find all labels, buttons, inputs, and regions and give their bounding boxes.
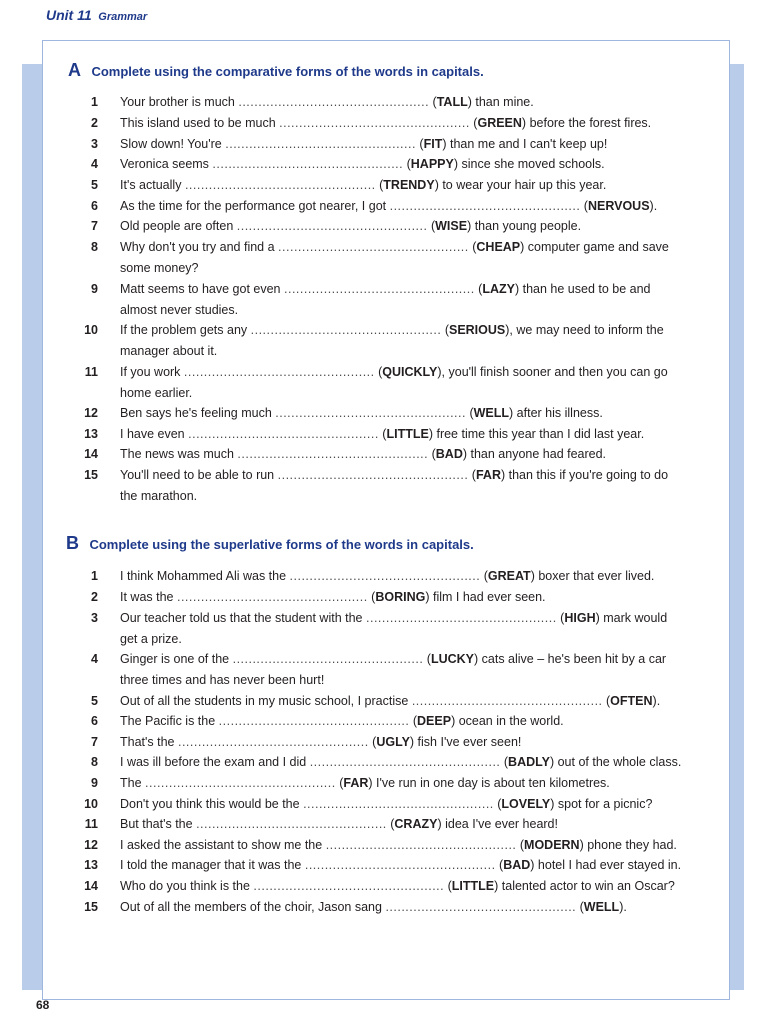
sentence-end: film I had ever seen.: [432, 590, 546, 604]
answer-blank[interactable]: ................................................: [275, 406, 466, 420]
capital-word-cue: LITTLE: [451, 879, 495, 893]
answer-blank[interactable]: ................................................: [177, 735, 369, 749]
capital-word-cue: HAPPY: [410, 157, 454, 171]
item-sentence: If you work ................................................ (QUICKLY), you'll finish sooner and then you can go home earlier.: [120, 365, 668, 400]
sentence-start: Veronica seems: [120, 157, 209, 171]
item-number: 12: [84, 406, 98, 420]
section-b-title: [66, 533, 474, 554]
item-sentence: I think Mohammed Ali was the ................................................ (GREAT) boxer that ever lived.: [120, 569, 655, 583]
unit-label: Unit 11: [46, 7, 92, 23]
page-number: 68: [36, 998, 50, 1012]
sentence-end: idea I've ever heard!: [445, 817, 558, 831]
unit-header: [46, 7, 147, 23]
answer-blank[interactable]: ................................................: [145, 776, 336, 790]
sentence-end: I've run in one day is about ten kilometres.: [376, 776, 610, 790]
sentence-start: Out of all the members of the choir, Jason sang: [120, 900, 382, 914]
sentence-end: , we may need to inform the manager about it.: [120, 323, 664, 358]
answer-blank[interactable]: ................................................: [196, 817, 387, 831]
item-sentence: The ................................................ (FAR) I've run in one day is about ten kilometres.: [120, 776, 610, 790]
sentence-start: But that's the: [120, 817, 193, 831]
capital-word-cue: HIGH: [564, 611, 596, 625]
sentence-start: It was the: [120, 590, 174, 604]
item-number: 4: [91, 157, 98, 171]
item-number: 3: [91, 137, 98, 151]
item-sentence: Ben says he's feeling much ................................................ (WELL) after his illness.: [120, 406, 603, 420]
answer-blank[interactable]: ................................................: [253, 879, 445, 893]
capital-word-cue: BADLY: [508, 755, 550, 769]
answer-blank[interactable]: ................................................: [411, 694, 603, 708]
sentence-start: I was ill before the exam and I did: [120, 755, 307, 769]
answer-blank[interactable]: ................................................: [237, 447, 429, 461]
item-number: 15: [84, 468, 98, 482]
item-number: 7: [91, 735, 98, 749]
sentence-end: since she moved schools.: [461, 157, 605, 171]
sentence-start: I have even: [120, 427, 185, 441]
item-number: 9: [91, 776, 98, 790]
item-number: 8: [91, 755, 98, 769]
item-sentence: It was the ................................................ (BORING) film I had ever seen.: [120, 590, 546, 604]
sentence-start: If you work: [120, 365, 181, 379]
answer-blank[interactable]: ................................................: [188, 427, 379, 441]
sentence-end: than this if you're going to do the marathon.: [120, 468, 669, 503]
sentence-end: out of the whole class.: [557, 755, 682, 769]
capital-word-cue: WELL: [473, 406, 510, 420]
sentence-end: than young people.: [474, 219, 582, 233]
sentence-end: before the forest fires.: [529, 116, 652, 130]
answer-blank[interactable]: ................................................: [250, 323, 442, 337]
section-a-letter: A: [68, 60, 81, 80]
sentence-end: to wear your hair up this year.: [442, 178, 607, 192]
item-number: 6: [91, 199, 98, 213]
capital-word-cue: OFTEN: [610, 694, 653, 708]
sentence-start: You'll need to be able to run: [120, 468, 275, 482]
sentence-end: .: [656, 694, 661, 708]
section-b-letter: B: [66, 533, 79, 553]
item-sentence: I was ill before the exam and I did ................................................ (BADLY) out of the whole class.: [120, 755, 682, 769]
sentence-start: Slow down! You're: [120, 137, 222, 151]
sentence-end: than he used to be and almost never studies.: [120, 282, 651, 317]
sentence-end: computer game and save some money?: [120, 240, 669, 275]
item-sentence: Slow down! You're ................................................ (FIT) than me and I can't keep up!: [120, 137, 608, 151]
capital-word-cue: TALL: [436, 95, 468, 109]
sentence-end: , you'll finish sooner and then you can go home earlier.: [120, 365, 668, 400]
answer-blank[interactable]: ................................................: [366, 611, 557, 625]
capital-word-cue: GREAT: [487, 569, 531, 583]
answer-blank[interactable]: ................................................: [303, 797, 494, 811]
capital-word-cue: CHEAP: [476, 240, 521, 254]
capital-word-cue: LUCKY: [430, 652, 474, 666]
item-sentence: Why don't you try and find a ................................................ (CHEAP) computer game and save some money?: [120, 240, 669, 275]
item-number: 9: [91, 282, 98, 296]
sentence-start: As the time for the performance got nearer, I got: [120, 199, 387, 213]
item-number: 13: [84, 858, 98, 872]
sentence-end: .: [653, 199, 658, 213]
capital-word-cue: FAR: [343, 776, 369, 790]
capital-word-cue: CRAZY: [394, 817, 438, 831]
answer-blank[interactable]: ................................................: [385, 900, 577, 914]
item-number: 13: [84, 427, 98, 441]
capital-word-cue: LAZY: [482, 282, 515, 296]
item-sentence: Out of all the members of the choir, Jason sang ................................................ (WELL).: [120, 900, 627, 914]
capital-word-cue: BAD: [435, 447, 463, 461]
answer-blank[interactable]: ................................................: [278, 240, 469, 254]
capital-word-cue: UGLY: [376, 735, 410, 749]
answer-blank[interactable]: ................................................: [218, 714, 410, 728]
capital-word-cue: FIT: [423, 137, 443, 151]
sentence-start: That's the: [120, 735, 175, 749]
capital-word-cue: QUICKLY: [382, 365, 438, 379]
sentence-start: Don't you think this would be the: [120, 797, 300, 811]
item-number: 3: [91, 611, 98, 625]
sentence-end: ocean in the world.: [458, 714, 564, 728]
item-number: 11: [84, 817, 98, 831]
sentence-end: than anyone had feared.: [470, 447, 607, 461]
item-number: 5: [91, 694, 98, 708]
sentence-end: spot for a picnic?: [557, 797, 653, 811]
sentence-start: Why don't you try and find a: [120, 240, 275, 254]
sentence-start: Who do you think is the: [120, 879, 250, 893]
sentence-end: hotel I had ever stayed in.: [537, 858, 682, 872]
sentence-end: free time this year than I did last year.: [436, 427, 645, 441]
capital-word-cue: GREEN: [477, 116, 522, 130]
capital-word-cue: WISE: [435, 219, 468, 233]
item-sentence: The Pacific is the ................................................ (DEEP) ocean in the world.: [120, 714, 564, 728]
sentence-start: The news was much: [120, 447, 234, 461]
capital-word-cue: TRENDY: [383, 178, 435, 192]
item-sentence: It's actually ................................................ (TRENDY) to wear your hair up this year.: [120, 178, 607, 192]
unit-topic: Grammar: [98, 11, 148, 23]
item-number: 8: [91, 240, 98, 254]
sentence-end: fish I've ever seen!: [417, 735, 522, 749]
item-number: 10: [84, 797, 98, 811]
capital-word-cue: DEEP: [417, 714, 452, 728]
item-sentence: If the problem gets any ................................................ (SERIOUS), we may need to inform the manager about it.: [120, 323, 664, 358]
sentence-start: Out of all the students in my music school, I practise: [120, 694, 409, 708]
capital-word-cue: BAD: [503, 858, 531, 872]
answer-blank[interactable]: ................................................: [212, 157, 404, 171]
item-number: 1: [91, 95, 98, 109]
answer-blank[interactable]: ................................................: [325, 838, 517, 852]
item-sentence: I asked the assistant to show me the ................................................ (MODERN) phone they had.: [120, 838, 677, 852]
item-number: 6: [91, 714, 98, 728]
item-number: 14: [84, 879, 98, 893]
sentence-start: I told the manager that it was the: [120, 858, 302, 872]
item-sentence: Veronica seems ................................................ (HAPPY) since she moved schools.: [120, 157, 605, 171]
item-sentence: This island used to be much ................................................ (GREEN) before the forest fires.: [120, 116, 652, 130]
answer-blank[interactable]: ................................................: [236, 219, 428, 233]
section-a-title: [68, 60, 484, 81]
item-sentence: Our teacher told us that the student with the ................................................ (HIGH) mark would get a prize.: [120, 611, 668, 646]
capital-word-cue: SERIOUS: [448, 323, 506, 337]
sentence-start: Matt seems to have got even: [120, 282, 281, 296]
item-sentence: As the time for the performance got nearer, I got ................................................ (NERVOUS).: [120, 199, 658, 213]
item-number: 10: [84, 323, 98, 337]
sentence-end: phone they had.: [587, 838, 677, 852]
sentence-end: than mine.: [475, 95, 534, 109]
item-sentence: Your brother is much ................................................ (TALL) than mine.: [120, 95, 534, 109]
sentence-end: after his illness.: [516, 406, 603, 420]
sentence-start: The Pacific is the: [120, 714, 216, 728]
sentence-start: Ginger is one of the: [120, 652, 230, 666]
sentence-start: Old people are often: [120, 219, 234, 233]
capital-word-cue: LITTLE: [386, 427, 429, 441]
item-number: 12: [84, 838, 98, 852]
sentence-start: If the problem gets any: [120, 323, 248, 337]
capital-word-cue: WELL: [583, 900, 620, 914]
sentence-start: Your brother is much: [120, 95, 235, 109]
sentence-start: This island used to be much: [120, 116, 276, 130]
answer-blank[interactable]: ................................................: [232, 652, 424, 666]
answer-blank[interactable]: ................................................: [309, 755, 501, 769]
capital-word-cue: LOVELY: [501, 797, 551, 811]
capital-word-cue: FAR: [475, 468, 501, 482]
item-sentence: That's the ................................................ (UGLY) fish I've ever seen!: [120, 735, 522, 749]
answer-blank[interactable]: ................................................: [284, 282, 475, 296]
sentence-end: than me and I can't keep up!: [449, 137, 608, 151]
capital-word-cue: NERVOUS: [587, 199, 650, 213]
answer-blank[interactable]: ................................................: [183, 365, 375, 379]
sentence-start: I asked the assistant to show me the: [120, 838, 323, 852]
item-number: 4: [91, 652, 98, 666]
sentence-start: I think Mohammed Ali was the: [120, 569, 287, 583]
item-number: 5: [91, 178, 98, 192]
sentence-start: The: [120, 776, 142, 790]
item-sentence: You'll need to be able to run ................................................ (FAR) than this if you're going to do the marathon.: [120, 468, 669, 503]
answer-blank[interactable]: ................................................: [176, 590, 368, 604]
item-sentence: The news was much ................................................ (BAD) than anyone had feared.: [120, 447, 607, 461]
item-sentence: But that's the ................................................ (CRAZY) idea I've ever heard!: [120, 817, 558, 831]
item-number: 11: [84, 365, 98, 379]
item-sentence: Who do you think is the ................................................ (LITTLE) talented actor to win an Oscar?: [120, 879, 675, 893]
sentence-end: mark would get a prize.: [120, 611, 668, 646]
capital-word-cue: BORING: [375, 590, 426, 604]
answer-blank[interactable]: ................................................: [225, 137, 416, 151]
answer-blank[interactable]: ................................................: [304, 858, 496, 872]
item-sentence: I told the manager that it was the ................................................ (BAD) hotel I had ever stayed in.: [120, 858, 682, 872]
item-number: 1: [91, 569, 98, 583]
item-sentence: Matt seems to have got even ................................................ (LAZY) than he used to be and almost never studies.: [120, 282, 651, 317]
sentence-end: boxer that ever lived.: [538, 569, 655, 583]
item-sentence: Don't you think this would be the ................................................ (LOVELY) spot for a picnic?: [120, 797, 653, 811]
item-sentence: I have even ................................................ (LITTLE) free time this year than I did last year.: [120, 427, 645, 441]
sentence-end: .: [623, 900, 627, 914]
section-a-instruction: Complete using the comparative forms of the words in capitals.: [91, 64, 484, 79]
item-number: 7: [91, 219, 98, 233]
answer-blank[interactable]: ................................................: [289, 569, 481, 583]
section-b-instruction: Complete using the superlative forms of the words in capitals.: [89, 537, 474, 552]
item-sentence: Old people are often ................................................ (WISE) than young people.: [120, 219, 582, 233]
answer-blank[interactable]: ................................................: [389, 199, 581, 213]
sentence-start: It's actually: [120, 178, 182, 192]
sentence-start: Our teacher told us that the student with the: [120, 611, 363, 625]
item-number: 14: [84, 447, 98, 461]
sentence-end: talented actor to win an Oscar?: [501, 879, 675, 893]
sentence-start: Ben says he's feeling much: [120, 406, 272, 420]
answer-blank[interactable]: ................................................: [279, 116, 470, 130]
item-sentence: Out of all the students in my music school, I practise ................................................ (OFTEN).: [120, 694, 661, 708]
item-number: 2: [91, 590, 98, 604]
item-sentence: Ginger is one of the ................................................ (LUCKY) cats alive – he's been hit by a car three times and has never been hurt!: [120, 652, 667, 687]
item-number: 2: [91, 116, 98, 130]
answer-blank[interactable]: ................................................: [277, 468, 469, 482]
answer-blank[interactable]: ................................................: [238, 95, 430, 109]
item-number: 15: [84, 900, 98, 914]
sentence-end: cats alive – he's been hit by a car three times and has never been hurt!: [120, 652, 667, 687]
capital-word-cue: MODERN: [524, 838, 580, 852]
answer-blank[interactable]: ................................................: [184, 178, 376, 192]
